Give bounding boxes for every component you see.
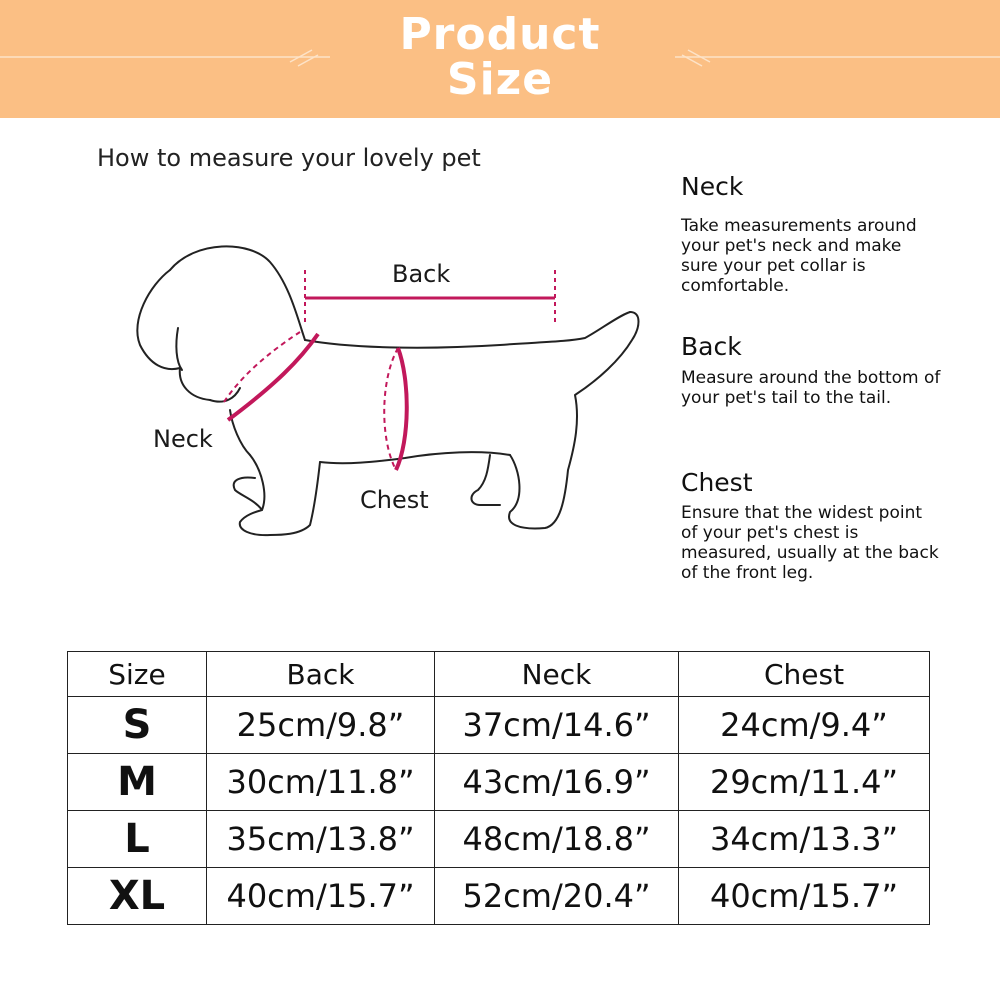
neck-cell: 43cm/16.9” xyxy=(435,754,679,811)
back-cell: 30cm/11.8” xyxy=(207,754,435,811)
table-row xyxy=(68,868,930,925)
neck-cell: 37cm/14.6” xyxy=(435,697,679,754)
back-info-title: Back xyxy=(681,332,742,361)
banner-title-line2: Size xyxy=(446,54,554,105)
chest-cell: 40cm/15.7” xyxy=(679,868,930,925)
chest-label: Chest xyxy=(360,486,429,514)
neck-label: Neck xyxy=(153,425,213,453)
table-header-row xyxy=(68,652,930,697)
header-chest: Chest xyxy=(679,652,930,697)
table-row xyxy=(68,697,930,754)
header-size: Size xyxy=(68,652,207,697)
back-cell: 25cm/9.8” xyxy=(207,697,435,754)
neck-info-title: Neck xyxy=(681,172,744,201)
size-cell: L xyxy=(68,811,207,868)
chest-cell: 29cm/11.4” xyxy=(679,754,930,811)
banner-title-line1: Product xyxy=(399,9,601,60)
chest-cell: 24cm/9.4” xyxy=(679,697,930,754)
neck-measure-line xyxy=(224,332,318,420)
header-banner xyxy=(0,0,1000,118)
chest-info-title: Chest xyxy=(681,468,753,497)
chest-measure-line xyxy=(384,348,407,470)
size-chart-table xyxy=(67,651,930,925)
measure-guide-heading: How to measure your lovely pet xyxy=(97,144,481,172)
table-row xyxy=(68,754,930,811)
size-cell: XL xyxy=(68,868,207,925)
size-cell: M xyxy=(68,754,207,811)
table-row xyxy=(68,811,930,868)
chest-cell: 34cm/13.3” xyxy=(679,811,930,868)
chest-info-text: Ensure that the widest point of your pet's chest is measured, usually at the back of the front leg. xyxy=(681,503,939,583)
header-neck: Neck xyxy=(435,652,679,697)
neck-info-text: Take measurements around your pet's neck and make sure your pet collar is comfortable. xyxy=(681,216,917,296)
header-back: Back xyxy=(207,652,435,697)
neck-cell: 52cm/20.4” xyxy=(435,868,679,925)
back-cell: 35cm/13.8” xyxy=(207,811,435,868)
size-cell: S xyxy=(68,697,207,754)
neck-cell: 48cm/18.8” xyxy=(435,811,679,868)
back-label: Back xyxy=(392,260,451,288)
back-info-text: Measure around the bottom of your pet's tail to the tail. xyxy=(681,368,941,408)
back-cell: 40cm/15.7” xyxy=(207,868,435,925)
